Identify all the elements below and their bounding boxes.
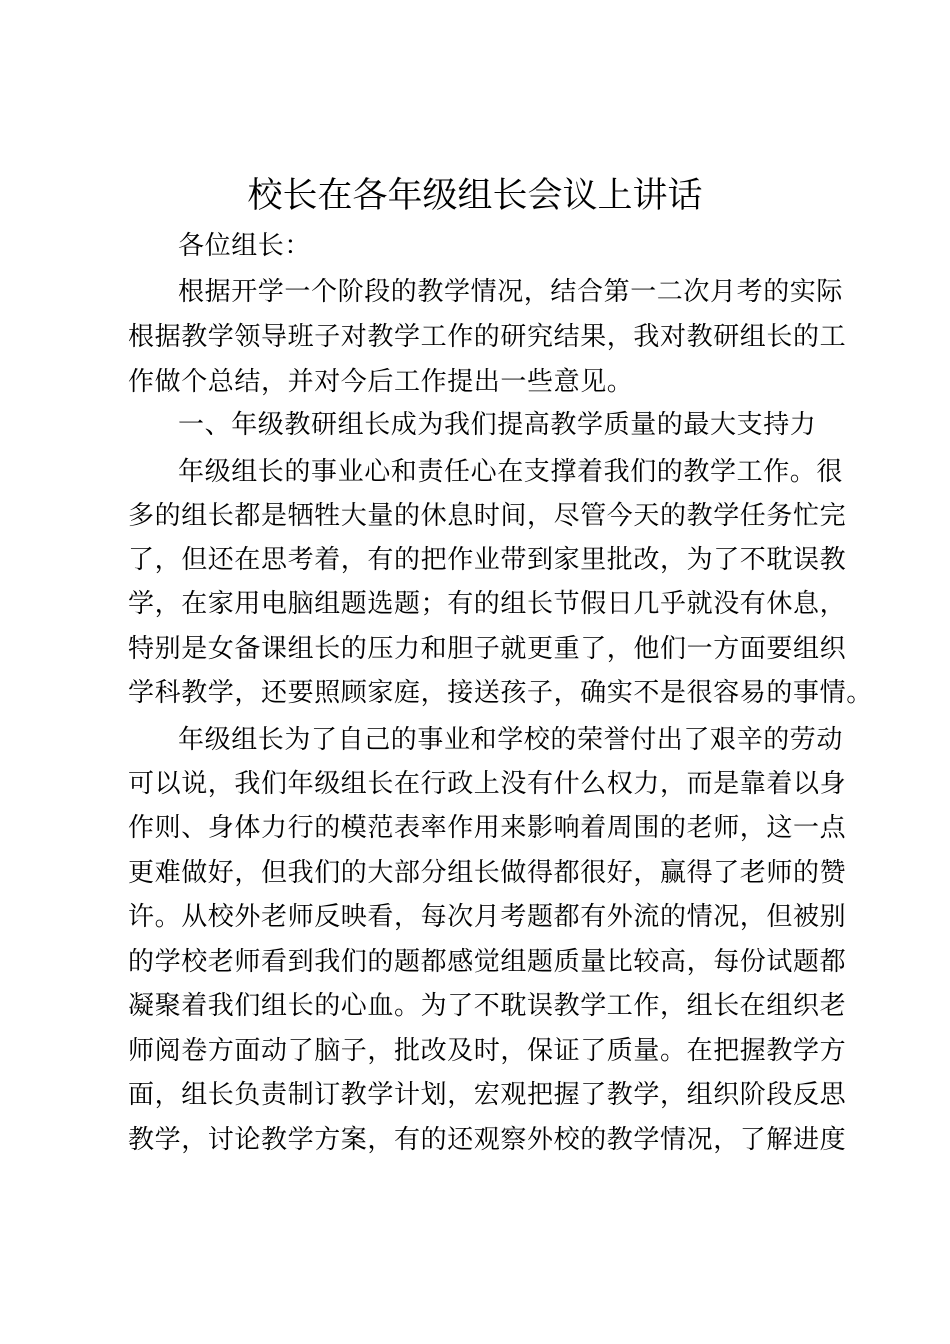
- section-heading: 一、年级教研组长成为我们提高教学质量的最大支持力: [178, 410, 817, 440]
- paragraph-line: 学科教学，还要照顾家庭，接送孩子，确实不是很容易的事情。: [128, 678, 873, 708]
- paragraph-line: 更难做好，但我们的大部分组长做得都很好，赢得了老师的赞: [128, 858, 847, 888]
- document-title: 校长在各年级组长会议上讲话: [247, 176, 703, 216]
- paragraph-line: 了，但还在思考着，有的把作业带到家里批改，为了不耽误教: [128, 545, 847, 575]
- paragraph-line: 师阅卷方面动了脑子，批改及时，保证了质量。在把握教学方: [128, 1036, 847, 1066]
- paragraph-line: 年级组长的事业心和责任心在支撑着我们的教学工作。很: [178, 457, 844, 487]
- paragraph-line: 根据开学一个阶段的教学情况，结合第一二次月考的实际: [178, 277, 844, 307]
- paragraph-line: 作则、身体力行的模范表率作用来影响着周围的老师，这一点: [128, 813, 847, 843]
- paragraph-line: 的学校老师看到我们的题都感觉组题质量比较高，每份试题都: [128, 947, 847, 977]
- paragraph-line: 作做个总结，并对今后工作提出一些意见。: [128, 367, 634, 397]
- paragraph-line: 根据教学领导班子对教学工作的研究结果，我对教研组长的工: [128, 322, 847, 352]
- paragraph-line: 面，组长负责制订教学计划，宏观把握了教学，组织阶段反思: [128, 1080, 847, 1110]
- paragraph-line: 多的组长都是牺牲大量的休息时间，尽管今天的教学任务忙完: [128, 501, 847, 531]
- paragraph-line: 特别是女备课组长的压力和胆子就更重了，他们一方面要组织: [128, 634, 847, 664]
- salutation-line: 各位组长：: [178, 231, 312, 261]
- paragraph-line: 学，在家用电脑组题选题；有的组长节假日几乎就没有休息，: [128, 589, 847, 619]
- paragraph-line: 许。从校外老师反映看，每次月考题都有外流的情况，但被别: [128, 902, 847, 932]
- paragraph-line: 教学，讨论教学方案，有的还观察外校的教学情况，了解进度: [128, 1125, 847, 1155]
- paragraph-line: 可以说，我们年级组长在行政上没有什么权力，而是靠着以身: [128, 769, 847, 799]
- paragraph-line: 凝聚着我们组长的心血。为了不耽误教学工作，组长在组织老: [128, 991, 847, 1021]
- paragraph-line: 年级组长为了自己的事业和学校的荣誉付出了艰辛的劳动: [178, 725, 844, 755]
